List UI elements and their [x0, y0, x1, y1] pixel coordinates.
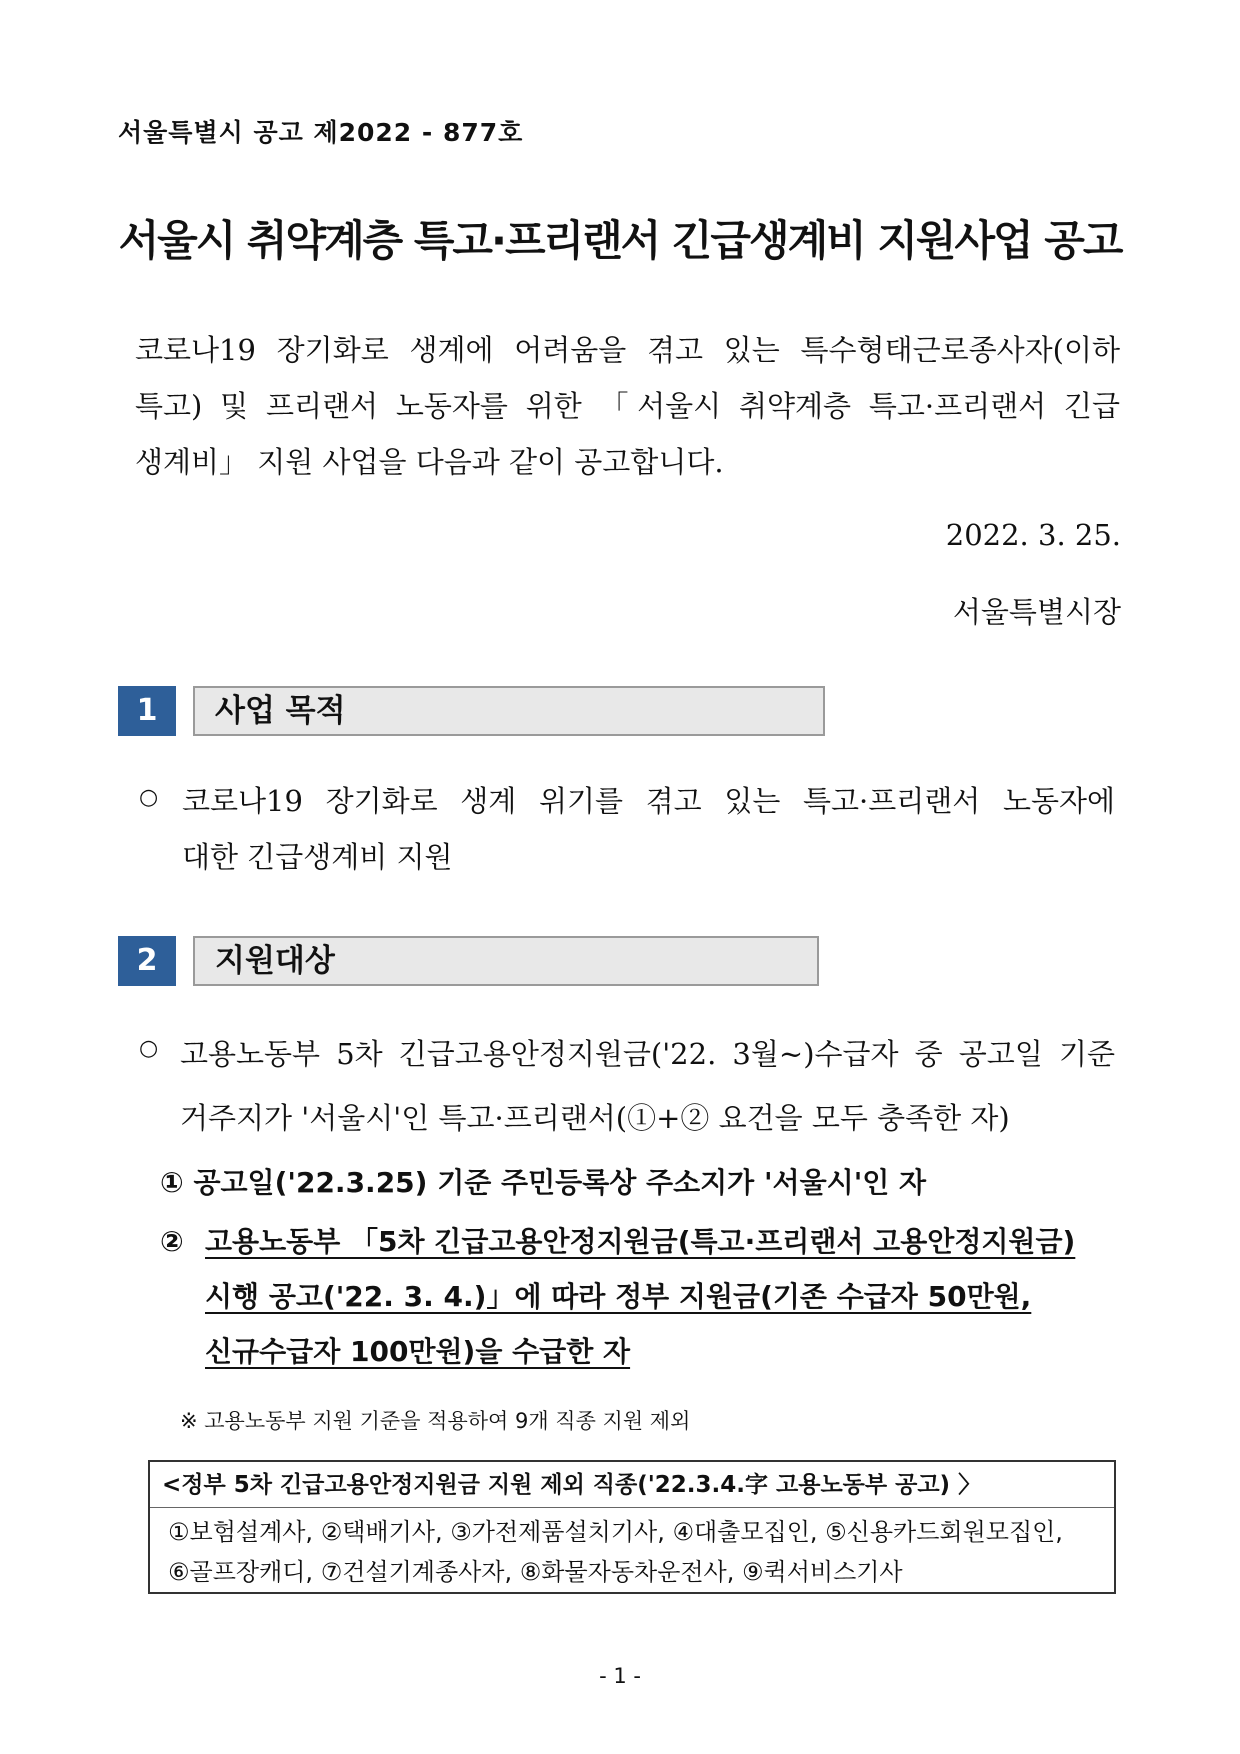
- page-number: - 1 -: [599, 1664, 641, 1688]
- section-1-line: 대한 긴급생계비 지원: [182, 840, 453, 874]
- exclusion-list-line: ⑥골프장캐디, ⑦건설기계종사자, ⑧화물자동차운전사, ⑨퀵서비스기사: [168, 1558, 903, 1586]
- issuer: 서울특별시장: [952, 595, 1121, 629]
- page-title: 서울시 취약계층 특고·프리랜서 긴급생계비 지원사업 공고: [118, 216, 1122, 265]
- condition-1: ① 공고일('22.3.25) 기준 주민등록상 주소지가 '서울시'인 자: [160, 1166, 927, 1199]
- condition-2-marker: ②: [160, 1225, 184, 1258]
- condition-2-line: 고용노동부 「5차 긴급고용안정지원금(특고·프리랜서 고용안정지원금): [205, 1225, 1076, 1258]
- section-2-number: 2: [118, 936, 176, 986]
- exclusion-box: [148, 1460, 1116, 1594]
- section-2-title: 지원대상: [193, 936, 819, 986]
- section-2-line: 거주지가 '서울시'인 특고·프리랜서(①+② 요건을 모두 충족한 자): [180, 1101, 1010, 1135]
- section-2-line: 고용노동부 5차 긴급고용안정지원금('22. 3월~)수급자 중 공고일 기준: [180, 1037, 1115, 1071]
- section-2-body: [180, 1022, 1115, 1150]
- notice-number: 서울특별시 공고 제2022 - 877호: [118, 118, 524, 147]
- section-1-body: [182, 773, 1115, 885]
- section-1-line: 코로나19 장기화로 생계 위기를 겪고 있는 특고·프리랜서 노동자에: [182, 784, 1115, 818]
- intro-paragraph: [135, 322, 1120, 490]
- intro-line: 생계비」 지원 사업을 다음과 같이 공고합니다.: [135, 445, 724, 479]
- bullet-icon: ○: [139, 1036, 159, 1061]
- exclusion-list-line: ①보험설계사, ②택배기사, ③가전제품설치기사, ④대출모집인, ⑤신용카드회원모집인,: [168, 1518, 1063, 1546]
- exclusion-box-header: <정부 5차 긴급고용안정지원금 지원 제외 직종('22.3.4.字 고용노동부 공고) 〉: [150, 1462, 1114, 1508]
- exclusion-box-body: [168, 1512, 1098, 1592]
- intro-line: 코로나19 장기화로 생계에 어려움을 겪고 있는 특수형태근로종사자(이하: [135, 333, 1120, 367]
- intro-line: 특고) 및 프리랜서 노동자를 위한 「서울시 취약계층 특고·프리랜서 긴급: [135, 389, 1120, 423]
- exclusion-note: ※ 고용노동부 지원 기준을 적용하여 9개 직종 지원 제외: [180, 1409, 691, 1433]
- bullet-icon: ○: [139, 785, 159, 810]
- section-1-number: 1: [118, 686, 176, 736]
- section-1-title: 사업 목적: [193, 686, 825, 736]
- condition-2-line: 시행 공고('22. 3. 4.)」에 따라 정부 지원금(기존 수급자 50만원,: [205, 1280, 1032, 1313]
- condition-2-line: 신규수급자 100만원)을 수급한 자: [205, 1335, 631, 1368]
- condition-2: [205, 1214, 1085, 1379]
- announcement-date: 2022. 3. 25.: [945, 518, 1121, 552]
